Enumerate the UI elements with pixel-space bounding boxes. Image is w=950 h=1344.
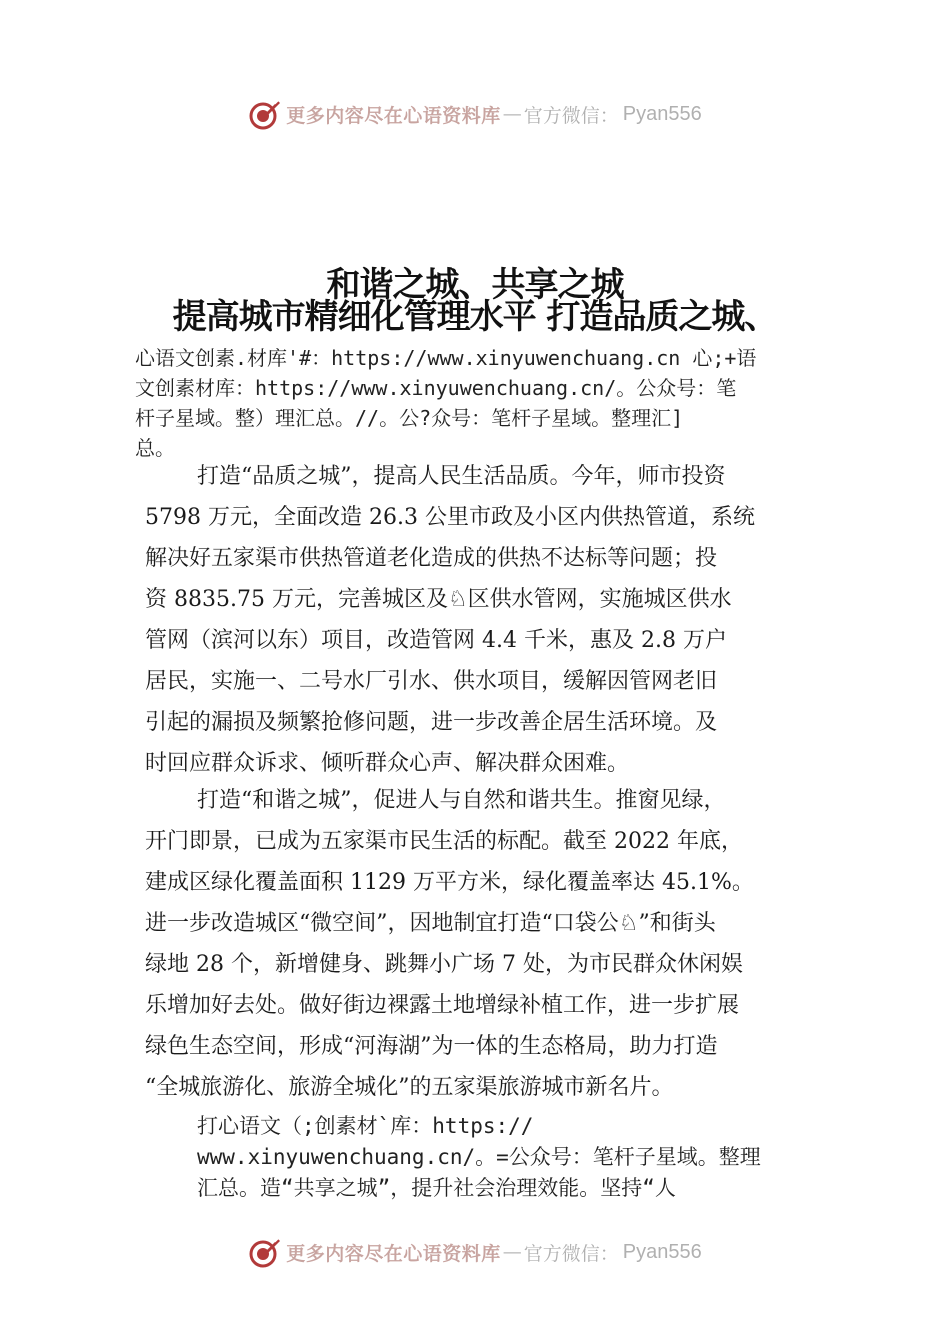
banner-wechat-id: Pyan556	[622, 102, 702, 125]
banner-dash: —	[502, 1241, 522, 1263]
paragraph-shared-city-line-3: 汇总。造“共享之城”，提升社会治理效能。坚持“人	[197, 1176, 676, 1200]
header-banner	[0, 94, 950, 134]
paragraph-line: 进一步改造城区“微空间”，因地制宜打造“口袋公♘”和街头	[145, 911, 716, 936]
banner-dash: —	[502, 103, 522, 125]
banner-text: 更多内容尽在心语资料库	[286, 104, 501, 127]
paragraph-line: 绿地 28 个，新增健身、跳舞小广场 7 处，为市民群众休闲娱	[145, 952, 743, 977]
banner-label: 官方微信：	[523, 1242, 619, 1265]
paragraph-line: 打造“和谐之城”，促进人与自然和谐共生。推窗见绿，	[197, 788, 726, 813]
paragraph-line: 管网（滨河以东）项目，改造管网 4.4 千米，惠及 2.8 万户	[145, 628, 727, 653]
paragraph-line: 时回应群众诉求、倾听群众心声、解决群众困难。	[145, 751, 630, 776]
paragraph-shared-city-line-1: 打心语文（;创素材`库：https://	[197, 1114, 534, 1138]
paragraph-line: 解决好五家渠市供热管道老化造成的供热不达标等问题；投	[145, 546, 718, 571]
banner-text: 更多内容尽在心语资料库	[286, 1242, 501, 1265]
paragraph-line: 5798 万元，全面改造 26.3 公里市政及小区内供热管道，系统	[145, 505, 755, 530]
footer-banner	[0, 1232, 950, 1272]
watermark-line-3: 杆子星域。整）理汇总。//。公?众号：笔杆子星域。整理汇]	[135, 406, 684, 430]
paragraph-line: 开门即景，已成为五家渠市民生活的标配。截至 2022 年底，	[145, 829, 743, 854]
quill-seal-icon	[248, 97, 282, 131]
paragraph-quality-city	[145, 456, 825, 784]
paragraph-line: 绿色生态空间，形成“河海湖”为一体的生态格局，助力打造	[145, 1034, 718, 1059]
paragraph-harmony-city	[145, 780, 825, 1108]
paragraph-line: 建成区绿化覆盖面积 1129 万平方米，绿化覆盖率达 45.1%。	[145, 870, 754, 895]
watermark-line-4: 总。	[135, 436, 175, 460]
quill-seal-icon	[248, 1235, 282, 1269]
watermark-line-1: 心语文创素.材库'#：https://www.xinyuwenchuang.cn 心;+语	[135, 346, 757, 370]
title-line-2: 提高城市精细化管理水平 打造品质之城、	[172, 297, 778, 337]
paragraph-line: 居民，实施一、二号水厂引水、供水项目，缓解因管网老旧	[145, 669, 718, 694]
paragraph-line: 乐增加好去处。做好街边裸露土地增绿补植工作，进一步扩展	[145, 993, 740, 1018]
paragraph-line: 资 8835.75 万元，完善城区及♘区供水管网，实施城区供水	[145, 587, 732, 612]
paragraph-line: 引起的漏损及频繁抢修问题，进一步改善企居生活环境。及	[145, 710, 718, 735]
paragraph-line: 打造“品质之城”，提高人民生活品质。今年，师市投资	[197, 464, 726, 489]
banner-wechat-id: Pyan556	[622, 1240, 702, 1263]
paragraph-shared-city-line-2: www.xinyuwenchuang.cn/。=公众号：笔杆子星域。整理	[197, 1145, 761, 1169]
watermark-line-2: 文创素材库：https://www.xinyuwenchuang.cn/。公众号：笔	[135, 376, 737, 400]
banner-label: 官方微信：	[523, 104, 619, 127]
paragraph-line: “全城旅游化、旅游全城化”的五家渠旅游城市新名片。	[145, 1075, 674, 1100]
title-line-1: 和谐之城、共享之城	[326, 265, 624, 305]
